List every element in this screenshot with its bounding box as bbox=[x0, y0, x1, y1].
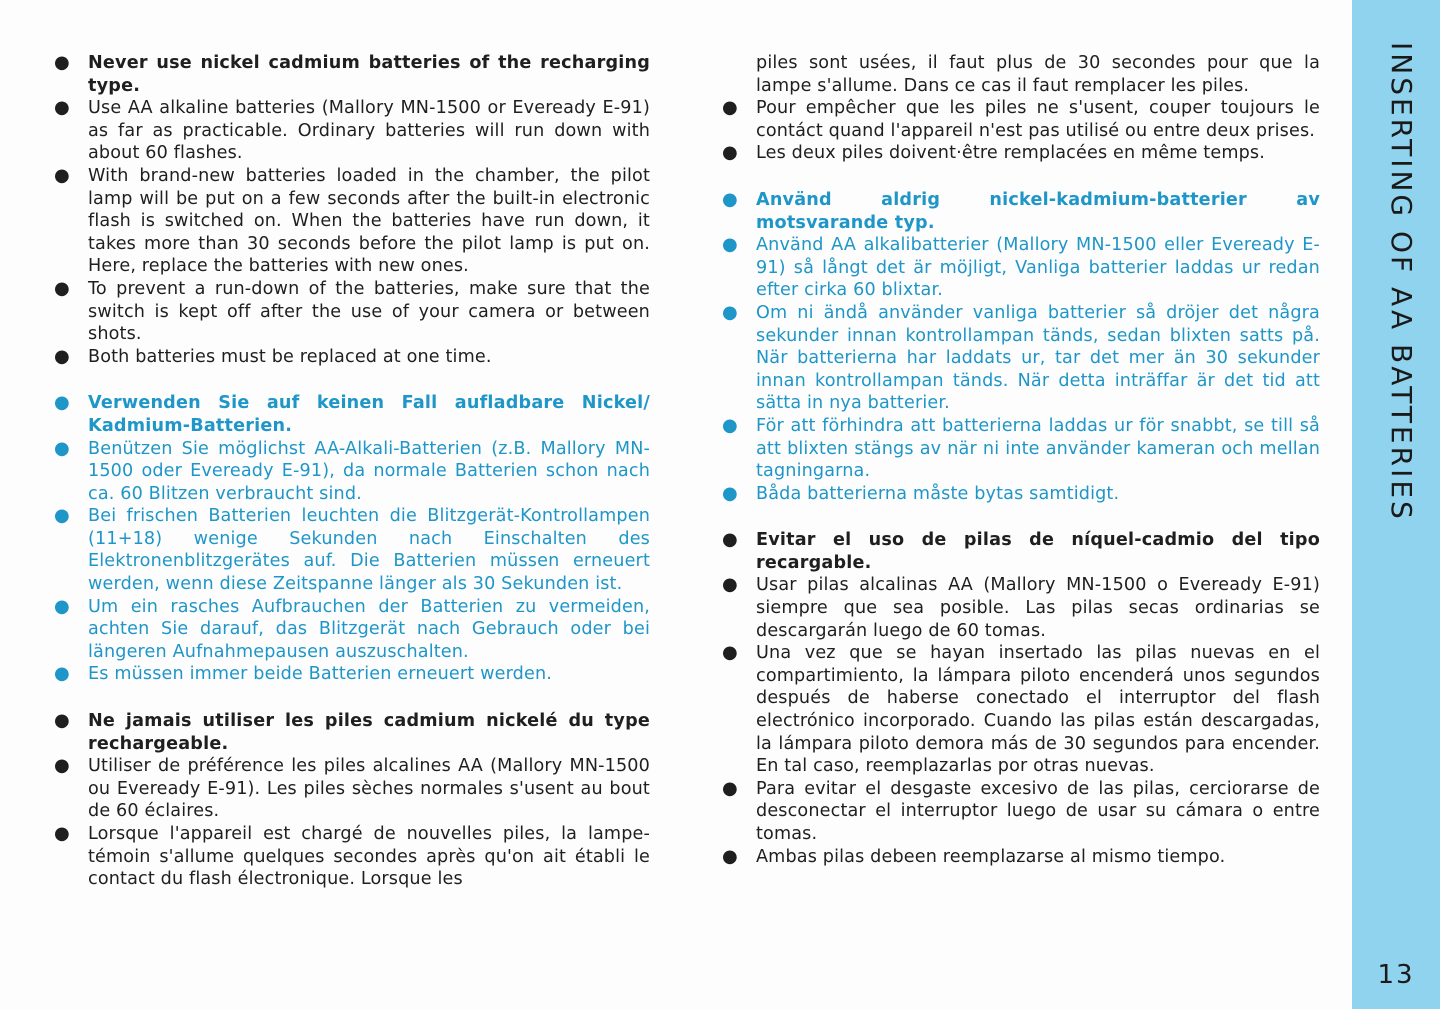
bullet-icon: ● bbox=[722, 529, 738, 551]
bullet-icon: ● bbox=[722, 414, 738, 436]
bullet-icon: ● bbox=[54, 823, 70, 844]
bullet-icon: ● bbox=[54, 97, 70, 119]
list-item: ● Um ein rasches Aufbrauchen der Batterien zu vermeiden, achten Sie darauf, das Blitzgerät nach Gebrauch oder bei längeren Aufnahmepausen auszuschalten. bbox=[54, 595, 650, 662]
english-section bbox=[52, 52, 650, 368]
list-item: ● Una vez que se hayan insertado las pilas nuevas en el compartimiento, la lámpara piloto encenderá unos segundos después de haberse conectado el interruptor del flash electrónico incorporado. Cuando las pilas están descargadas, la lámpara piloto demora más de 30 segundos para encender. En tal caso, reemplazarlas por otras nuevas. bbox=[722, 642, 1320, 777]
bullet-icon: ● bbox=[54, 437, 70, 459]
list-item: ● Om ni ändå använder vanliga batterier så dröjer det några sekunder innan kontrollampan tänds, sedan blixten satts på. När batterierna har laddats ur, tar det mer än 30 sekunder innan kontrollampan tänds. När detta inträffar är det tid att sätta in nya batterier. bbox=[722, 301, 1320, 414]
list-item: piles sont usées, il faut plus de 30 secondes pour que la lampe s'allume. Dans ce cas il faut remplacer les piles. bbox=[756, 53, 1320, 96]
bullet-icon: ● bbox=[54, 710, 70, 732]
list-item: ● Bei frischen Batterien leuchten die Blitzgerät-Kontrollampen (11+18) wenige Sekunden nach Einschalten des Elektronenblitzgerätes auf. Die Batterien müssen erneuert werden, wenn diese Zeitspanne länger als 30 Sekunden ist. bbox=[54, 505, 650, 595]
right-column bbox=[720, 52, 1320, 868]
bullet-icon: ● bbox=[722, 845, 738, 867]
list-item: ● To prevent a run-down of the batteries, make sure that the switch is kept off after the use of your camera or between shots. bbox=[54, 277, 650, 345]
list-item: ● With brand-new batteries loaded in the chamber, the pilot lamp will be put on a few seconds after the built-in electronic flash is switched on. When the batteries have run down, it takes more than 30 seconds before the pilot lamp is put on. Here, replace the batteries with new ones. bbox=[54, 164, 650, 277]
bullet-icon: ● bbox=[54, 595, 70, 617]
list-item: ● Usar pilas alcalinas AA (Mallory MN-1500 o Eveready E-91) siempre que sea posible. Las pilas secas ordinarias se descargarán luego de 60 tomas. bbox=[722, 574, 1320, 641]
list-item: ● Ne jamais utiliser les piles cadmium nickelé du type rechargeable. bbox=[54, 710, 650, 754]
bullet-icon: ● bbox=[54, 52, 70, 73]
bullet-icon: ● bbox=[722, 142, 738, 164]
list-item: ● Använd aldrig nickel-kadmium-batterier av motsvarande typ. bbox=[722, 188, 1320, 233]
bullet-icon: ● bbox=[54, 277, 70, 299]
list-item: ● Pour empêcher que les piles ne s'usent, couper toujours le contáct quand l'appareil n'est pas utilisé ou entre deux prises. bbox=[722, 97, 1320, 141]
bullet-icon: ● bbox=[54, 392, 70, 414]
list-item: ● Utiliser de préférence les piles alcalines AA (Mallory MN-1500 ou Eveready E-91). Les piles sèches normales s'usent au bout de 60 éclaires. bbox=[54, 755, 650, 822]
bullet-icon: ● bbox=[54, 663, 70, 685]
spanish-section bbox=[720, 529, 1320, 868]
list-item: ● Verwenden Sie auf keinen Fall aufladbare Nickel/ Kadmium-Batterien. bbox=[54, 392, 650, 436]
bullet-icon: ● bbox=[722, 301, 738, 323]
bullet-icon: ● bbox=[722, 777, 738, 799]
bullet-icon: ● bbox=[722, 188, 738, 210]
bullet-icon: ● bbox=[722, 482, 738, 504]
list-item: ● För att förhindra att batterierna laddas ur för snabbt, se till så att blixten stängs av när ni inte använder kameran och mellan tagningarna. bbox=[722, 414, 1320, 482]
list-item: ● Es müssen immer beide Batterien erneuert werden. bbox=[54, 663, 553, 685]
list-item: ● Both batteries must be replaced at one time. bbox=[54, 345, 492, 367]
bullet-icon: ● bbox=[54, 345, 70, 367]
list-item: ● Never use nickel cadmium batteries of the recharging type. bbox=[54, 52, 650, 96]
german-section bbox=[52, 392, 650, 686]
swedish-section bbox=[720, 189, 1320, 505]
list-item: ● Les deux piles doivent·être remplacées en même temps. bbox=[722, 142, 1265, 164]
section-sidebar-tab bbox=[1352, 0, 1440, 1009]
page-number: 13 bbox=[1377, 960, 1415, 990]
bullet-icon: ● bbox=[722, 97, 738, 119]
left-column bbox=[52, 52, 650, 891]
bullet-icon: ● bbox=[54, 164, 70, 186]
bullet-icon: ● bbox=[722, 642, 738, 664]
section-title: INSERTING OF AA BATTERIES bbox=[1385, 42, 1418, 522]
french-continued-section bbox=[720, 52, 1320, 165]
french-section bbox=[52, 710, 650, 891]
list-item: ● Lorsque l'appareil est chargé de nouvelles piles, la lampe-témoin s'allume quelques secondes après qu'on ait établi le contact du flash électronique. Lorsque les bbox=[54, 823, 650, 890]
bullet-icon: ● bbox=[54, 505, 70, 527]
bullet-icon: ● bbox=[722, 234, 738, 256]
bullet-icon: ● bbox=[722, 574, 738, 596]
list-item: ● Benützen Sie möglichst AA-Alkali-Batterien (z.B. Mallory MN-1500 oder Eveready E-91), da normale Batterien schon nach ca. 60 Blitzen verbraucht sind. bbox=[54, 437, 650, 504]
bullet-icon: ● bbox=[54, 755, 70, 777]
list-item: ● Ambas pilas debeen reemplazarse al mismo tiempo. bbox=[722, 845, 1226, 867]
list-item: ● Use AA alkaline batteries (Mallory MN-1500 or Eveready E-91) as far as practicable. Ordinary batteries will run down with about 60 flashes. bbox=[54, 97, 650, 164]
list-item: ● Båda batterierna måste bytas samtidigt. bbox=[722, 482, 1120, 504]
list-item: ● Använd AA alkalibatterier (Mallory MN-1500 eller Eveready E-91) så långt det är möjligt, Vanliga batterier laddas ur redan efter cirka 60 blixtar. bbox=[722, 234, 1320, 301]
list-item: ● Evitar el uso de pilas de níquel-cadmio del tipo recargable. bbox=[722, 529, 1320, 573]
list-item: ● Para evitar el desgaste excesivo de las pilas, cerciorarse de desconectar el interruptor luego de usar su cámara o entre tomas. bbox=[722, 777, 1320, 844]
